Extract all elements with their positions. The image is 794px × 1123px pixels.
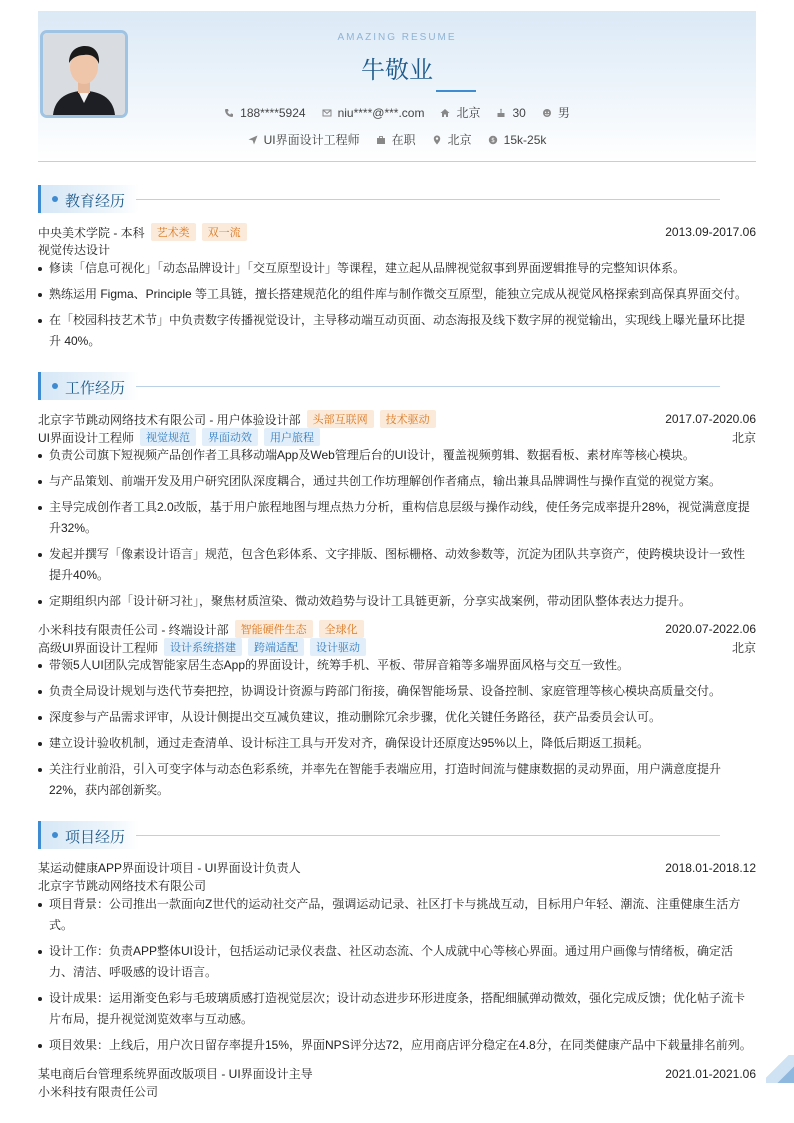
project-date: 2018.01-2018.12	[665, 860, 756, 875]
mail-icon	[322, 108, 332, 118]
section-dot-icon	[52, 832, 58, 838]
section-title-work: 工作经历	[65, 380, 126, 397]
age-info	[496, 106, 525, 120]
list-item: 关注行业前沿，引入可变字体与动态色彩系统，并率先在智能手表端应用，打造时间流与健康数据的灵动界面，用户满意度提升22%，获内部创新奖。	[38, 759, 756, 801]
salary-icon	[488, 135, 498, 145]
target-position-text: UI界面设计工程师	[263, 133, 360, 147]
city-text: 北京	[456, 106, 481, 120]
target-position-info	[248, 131, 360, 148]
project-name: 某运动健康APP界面设计项目 - UI界面设计负责人	[38, 861, 301, 875]
job-entry-head	[38, 620, 756, 638]
project-bullets	[38, 894, 756, 1061]
svg-text:$: $	[490, 136, 495, 144]
job-intent-row	[38, 131, 756, 148]
project-entry-head	[38, 859, 756, 876]
email-info	[322, 106, 425, 120]
gender-icon	[542, 108, 552, 118]
city-info	[440, 104, 480, 121]
project-org: 北京字节跳动网络技术有限公司	[38, 879, 207, 893]
salary-info	[488, 133, 547, 147]
company-tag: 全球化	[319, 620, 364, 638]
company-tag: 技术驱动	[380, 410, 436, 428]
status-text: 在职	[391, 133, 416, 147]
cake-icon	[496, 108, 506, 118]
list-item: 在「校园科技艺术节」中负责数字传播视觉设计，主导移动端互动页面、动态海报及线下数字屏的视觉输出，实现线上曝光量环比提升 40%。	[38, 310, 756, 352]
job-role-row	[38, 428, 756, 446]
phone-icon	[224, 108, 234, 118]
email-text: niu****@***.com	[337, 105, 425, 120]
job-role: UI界面设计工程师	[38, 430, 135, 445]
company-name: 北京字节跳动网络技术有限公司 - 用户体验设计部	[38, 412, 301, 427]
skill-tag: 用户旅程	[264, 428, 320, 446]
list-item: 带领5人UI团队完成智能家居生态App的界面设计，统筹手机、平板、带屏音箱等多端界面风格与交互一致性。	[38, 655, 756, 676]
project-org: 小米科技有限责任公司	[38, 1085, 159, 1099]
list-item: 定期组织内部「设计研习社」，聚焦材质渲染、微动效趋势与设计工具链更新，分享实战案例，带动团队整体表达力提升。	[38, 591, 756, 612]
job-role-row	[38, 638, 756, 656]
list-item: 建立设计验收机制，通过走查清单、设计标注工具与开发对齐，确保设计还原度达95%以上，降低后期返工损耗。	[38, 733, 756, 754]
project-entry-head	[38, 1065, 756, 1082]
section-work	[38, 372, 756, 400]
age-text: 30	[512, 105, 526, 120]
job-bullets	[38, 445, 756, 617]
phone-info	[224, 106, 305, 120]
job-city: 北京	[731, 430, 756, 445]
education-tag: 艺术类	[151, 223, 196, 241]
send-icon	[248, 135, 258, 145]
section-projects	[38, 821, 756, 849]
company-tag: 头部互联网	[307, 410, 374, 428]
project-name: 某电商后台管理系统界面改版项目 - UI界面设计主导	[38, 1067, 313, 1081]
list-item: 与产品策划、前端开发及用户研究团队深度耦合，通过共创工作坊理解创作者痛点，输出兼具品牌调性与操作直觉的视觉方案。	[38, 471, 756, 492]
job-city: 北京	[731, 640, 756, 655]
skill-tag: 视觉规范	[140, 428, 196, 446]
section-dot-icon	[52, 383, 58, 389]
list-item: 发起并撰写「像素设计语言」规范，包含色彩体系、文字排版、图标栅格、动效参数等，沉淀为团队共享资产，使跨模块设计一致性提升40%。	[38, 544, 756, 586]
list-item: 深度参与产品需求评审，从设计侧提出交互减负建议，推动删除冗余步骤，优化关键任务路径，获产品委员会认可。	[38, 707, 756, 728]
section-dot-icon	[52, 196, 58, 202]
education-major: 视觉传达设计	[38, 243, 111, 257]
skill-tag: 设计驱动	[310, 638, 366, 656]
target-city-info	[432, 131, 472, 148]
contact-row	[38, 104, 756, 121]
company-name: 小米科技有限责任公司 - 终端设计部	[38, 622, 229, 637]
resume-header	[38, 11, 756, 162]
skill-tag: 跨端适配	[248, 638, 304, 656]
list-item: 负责公司旗下短视频产品创作者工具移动端App及Web管理后台的UI设计，覆盖视频剪辑、数据看板、素材库等核心模块。	[38, 445, 756, 466]
job-date: 2020.07-2022.06	[665, 622, 756, 636]
education-tag: 双一流	[202, 223, 247, 241]
phone-text: 188****5924	[240, 105, 306, 120]
skill-tag: 界面动效	[202, 428, 258, 446]
status-info	[376, 131, 416, 148]
salary-text: 15k-25k	[503, 132, 547, 147]
page-corner-decoration	[766, 1055, 794, 1083]
company-tag: 智能硬件生态	[235, 620, 313, 638]
job-bullets	[38, 655, 756, 806]
section-education	[38, 185, 756, 213]
name-underline	[436, 90, 476, 92]
education-entry-head	[38, 223, 756, 241]
target-city-text: 北京	[447, 133, 472, 147]
job-date: 2017.07-2020.06	[665, 412, 756, 426]
gender-text: 男	[557, 106, 570, 120]
job-entry-head	[38, 410, 756, 428]
section-title-projects: 项目经历	[65, 829, 126, 846]
list-item: 修读「信息可视化」「动态品牌设计」「交互原型设计」等课程，建立起从品牌视觉叙事到界面逻辑推导的完整知识体系。	[38, 258, 756, 279]
list-item: 熟练运用 Figma、Principle 等工具链，擅长搭建规范化的组件库与制作微交互原型，能独立完成从视觉风格探索到高保真界面交付。	[38, 284, 756, 305]
list-item: 项目背景：公司推出一款面向Z世代的运动社交产品，强调运动记录、社区打卡与挑战互动，目标用户年轻、潮流、注重健康生活方式。	[38, 894, 756, 936]
briefcase-icon	[376, 135, 386, 145]
education-date: 2013.09-2017.06	[665, 225, 756, 239]
location-pin-icon	[432, 135, 442, 145]
list-item: 项目效果：上线后，用户次日留存率提升15%，界面NPS评分达72，应用商店评分稳定在4.8分，在同类健康产品中下载量排名前列。	[38, 1035, 756, 1056]
list-item: 设计成果：运用渐变色彩与毛玻璃质感打造视觉层次；设计动态进步环形进度条，搭配细腻弹动微效，强化完成反馈；优化帖子流卡片布局，提升视觉浏览效率与互动感。	[38, 988, 756, 1030]
list-item: 设计工作：负责APP整体UI设计，包括运动记录仪表盘、社区动态流、个人成就中心等核心界面。通过用户画像与情绪板，确定活力、清洁、呼吸感的设计语言。	[38, 941, 756, 983]
gender-info	[542, 104, 570, 121]
education-bullets	[38, 258, 756, 357]
home-icon	[440, 108, 450, 118]
list-item: 主导完成创作者工具2.0改版，基于用户旅程地图与埋点热力分析，重构信息层级与操作动线，使任务完成率提升28%，视觉满意度提升32%。	[38, 497, 756, 539]
job-role: 高级UI界面设计工程师	[38, 640, 159, 655]
list-item: 负责全局设计规划与迭代节奏把控，协调设计资源与跨部门衔接，确保智能场景、设备控制、家庭管理等核心模块高质量交付。	[38, 681, 756, 702]
skill-tag: 设计系统搭建	[164, 638, 242, 656]
section-title-education: 教育经历	[65, 193, 126, 210]
resume-tagline: AMAZING RESUME	[337, 32, 457, 43]
candidate-name: 牛敬业	[361, 56, 433, 84]
school-name: 中央美术学院 - 本科	[38, 225, 145, 240]
project-date: 2021.01-2021.06	[665, 1066, 756, 1081]
